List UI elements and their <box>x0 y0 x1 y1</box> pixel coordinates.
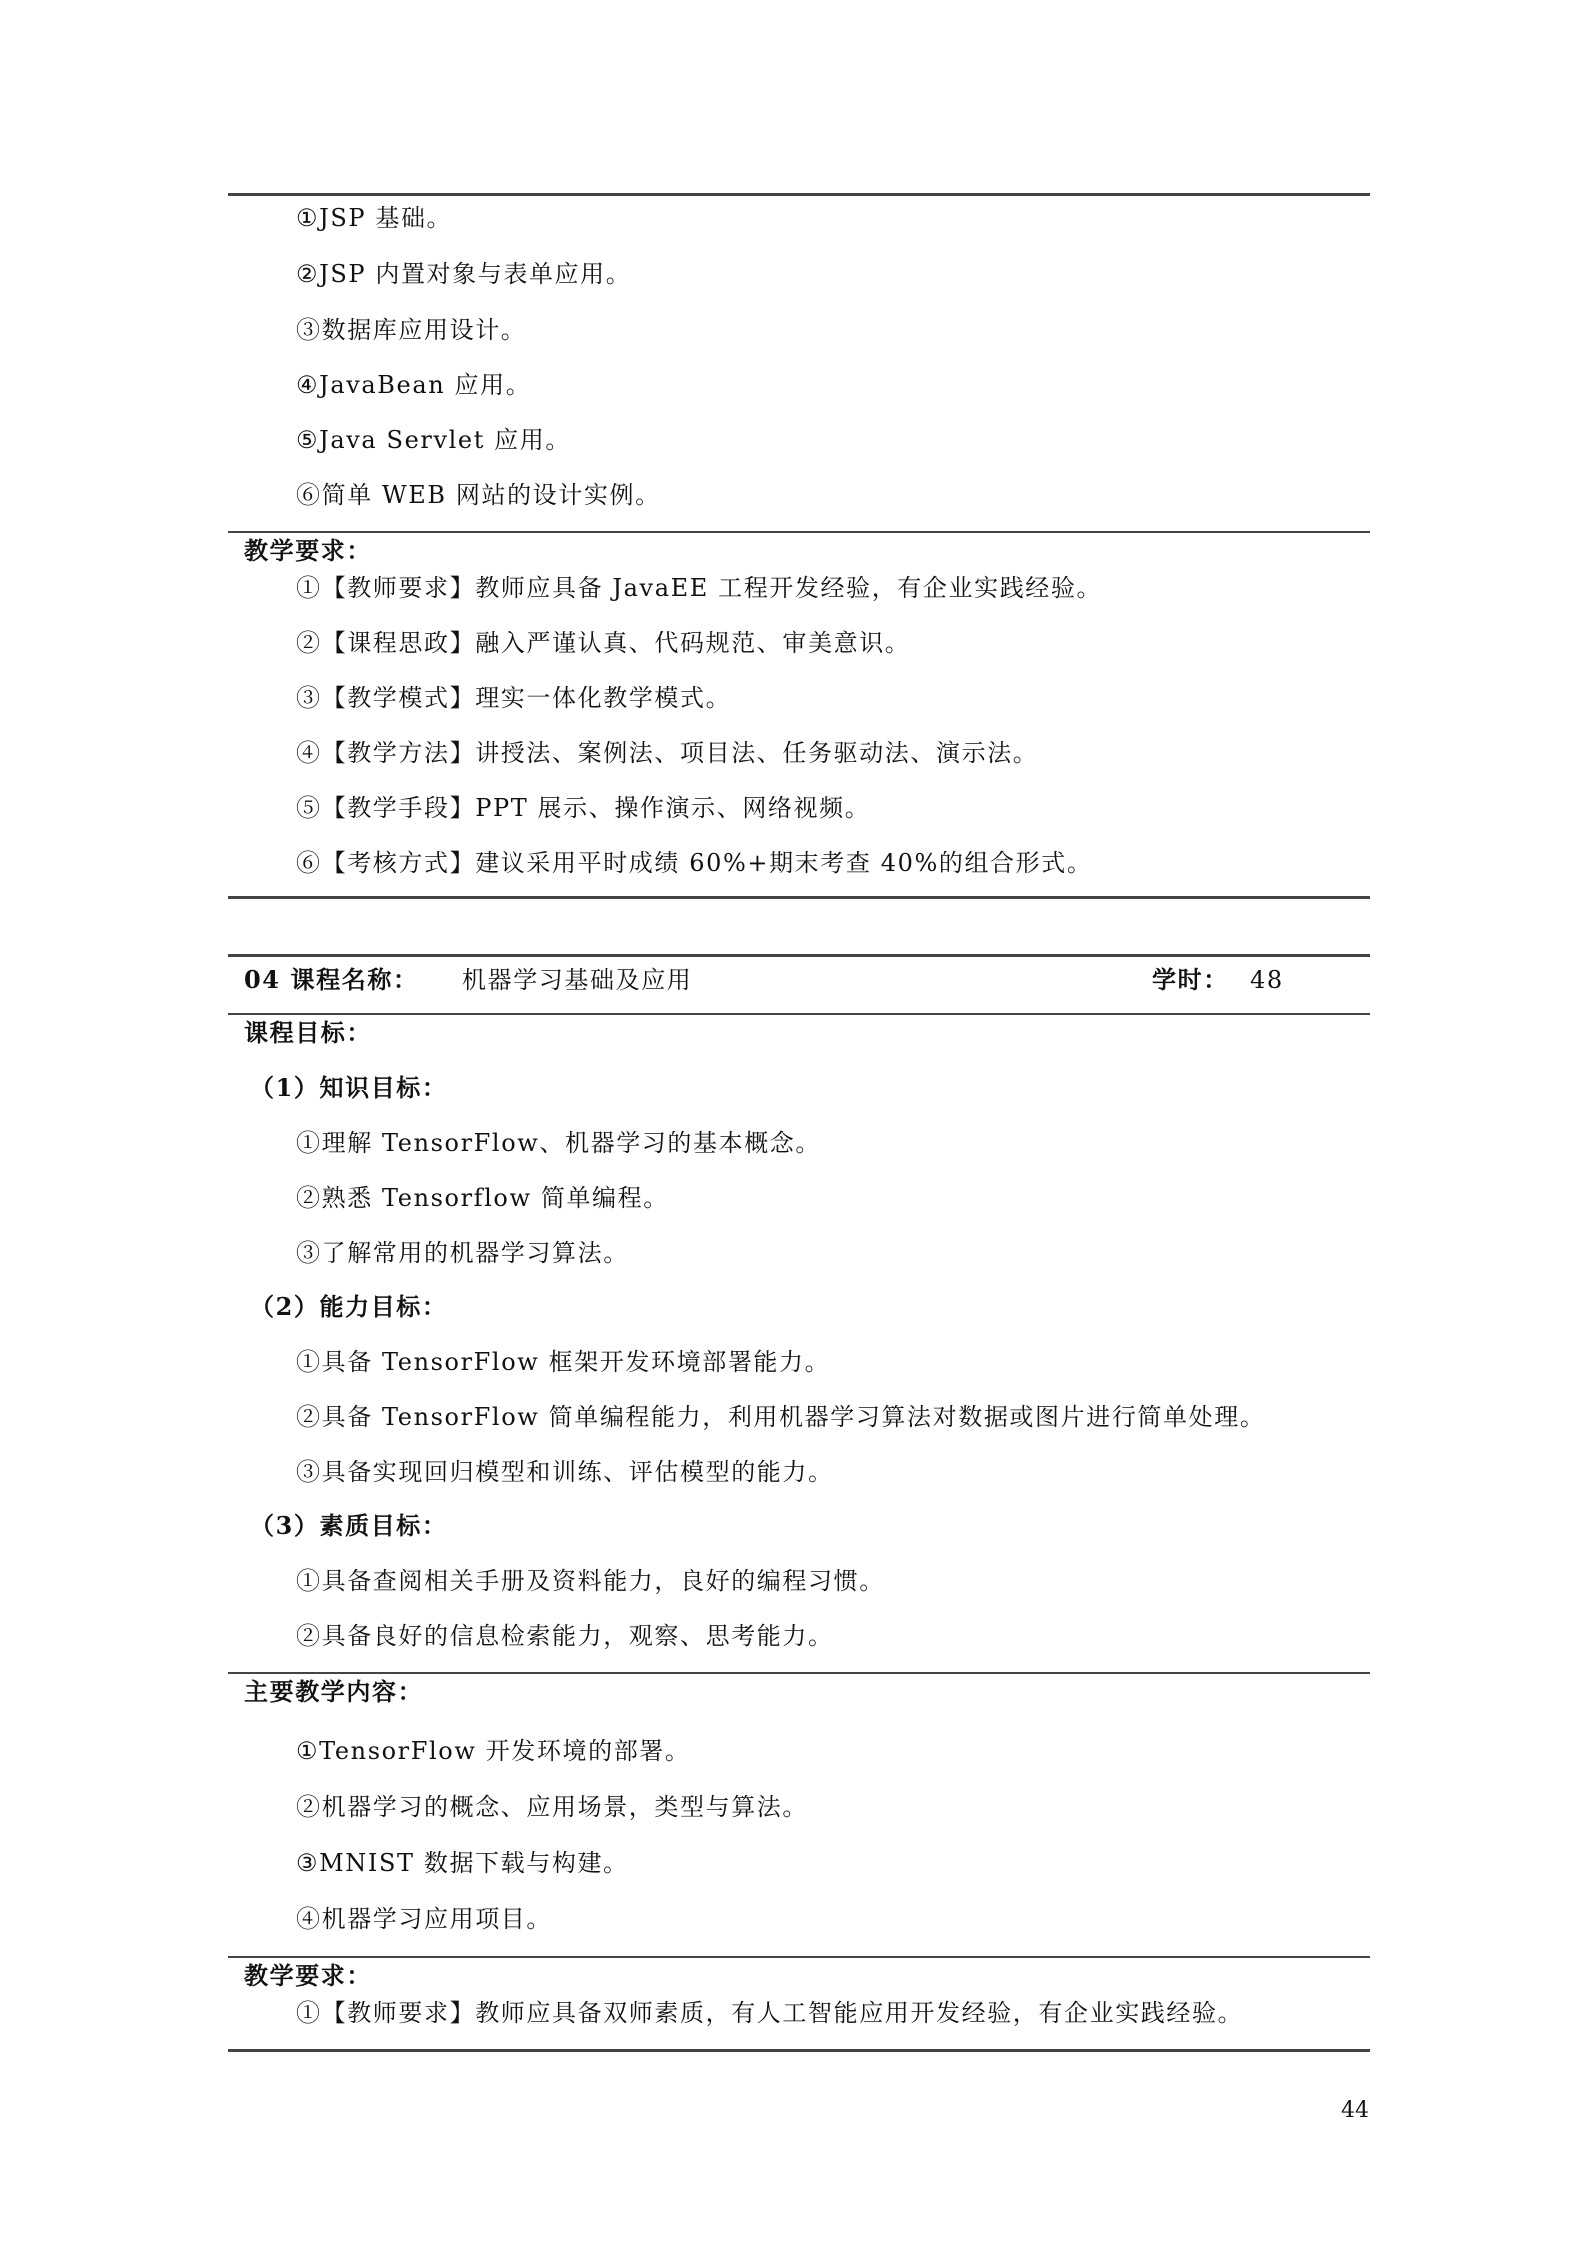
table-rule <box>228 2049 1370 2052</box>
quality-item: ②具备良好的信息检索能力，观察、思考能力。 <box>296 1622 834 1650</box>
table-rule <box>228 193 1370 196</box>
requirement-item: ③【教学模式】理实一体化教学模式。 <box>296 684 732 712</box>
content-item: ②JSP 内置对象与表单应用。 <box>296 260 632 288</box>
content-item: ②机器学习的概念、应用场景，类型与算法。 <box>296 1793 808 1821</box>
page-number: 44 <box>1341 2098 1369 2123</box>
requirement-item: ②【课程思政】融入严谨认真、代码规范、审美意识。 <box>296 629 911 657</box>
course-name: 机器学习基础及应用 <box>462 966 693 994</box>
ability-item: ③具备实现回归模型和训练、评估模型的能力。 <box>296 1458 834 1486</box>
knowledge-item: ①理解 TensorFlow、机器学习的基本概念。 <box>296 1129 821 1157</box>
course-label: 04 课程名称： <box>244 965 419 994</box>
requirements-title: 教学要求： <box>244 1961 372 1990</box>
content-item: ①JSP 基础。 <box>296 204 453 232</box>
table-rule <box>228 1956 1370 1958</box>
content-title: 主要教学内容： <box>244 1677 424 1706</box>
content-item: ⑤Java Servlet 应用。 <box>296 426 571 454</box>
requirement-item: ⑤【教学手段】PPT 展示、操作演示、网络视频。 <box>296 794 871 822</box>
table-rule <box>228 1013 1370 1015</box>
content-item: ③数据库应用设计。 <box>296 316 527 344</box>
requirement-item: ④【教学方法】讲授法、案例法、项目法、任务驱动法、演示法。 <box>296 739 1039 767</box>
table-rule <box>228 954 1370 957</box>
content-item: ④JavaBean 应用。 <box>296 371 532 399</box>
content-item: ①TensorFlow 开发环境的部署。 <box>296 1737 691 1765</box>
quality-item: ①具备查阅相关手册及资料能力，良好的编程习惯。 <box>296 1567 885 1595</box>
knowledge-item: ②熟悉 Tensorflow 简单编程。 <box>296 1184 669 1212</box>
ability-item: ①具备 TensorFlow 框架开发环境部署能力。 <box>296 1348 831 1376</box>
hours-value: 48 <box>1250 966 1284 994</box>
table-rule <box>228 531 1370 533</box>
content-item: ⑥简单 WEB 网站的设计实例。 <box>296 481 661 509</box>
table-rule <box>228 1672 1370 1674</box>
content-item: ③MNIST 数据下载与构建。 <box>296 1849 629 1877</box>
knowledge-item: ③了解常用的机器学习算法。 <box>296 1239 629 1267</box>
ability-title: （2）能力目标： <box>250 1292 448 1321</box>
hours-label: 学时： <box>1152 965 1229 994</box>
ability-item: ②具备 TensorFlow 简单编程能力，利用机器学习算法对数据或图片进行简单处理。 <box>296 1403 1266 1431</box>
table-rule <box>228 896 1370 899</box>
goals-title: 课程目标： <box>244 1018 372 1047</box>
requirement-item: ①【教师要求】教师应具备 JavaEE 工程开发经验，有企业实践经验。 <box>296 574 1103 602</box>
content-item: ④机器学习应用项目。 <box>296 1905 552 1933</box>
requirement-item: ⑥【考核方式】建议采用平时成绩 60%+期末考查 40%的组合形式。 <box>296 849 1093 877</box>
requirement-item: ①【教师要求】教师应具备双师素质，有人工智能应用开发经验，有企业实践经验。 <box>296 1999 1244 2027</box>
knowledge-title: （1）知识目标： <box>250 1073 448 1102</box>
quality-title: （3）素质目标： <box>250 1511 448 1540</box>
requirements-title: 教学要求： <box>244 536 372 565</box>
